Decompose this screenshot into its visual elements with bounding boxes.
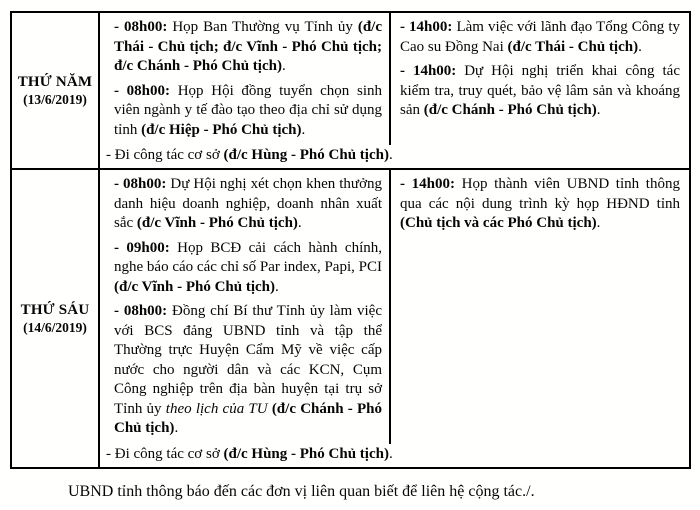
schedule-item: - 08h00: Dự Hội nghị xét chọn khen thưởng danh hiệu doanh nghiệp, doanh nhân xuất sắc (đ/c Vĩnh - Phó Chủ tịch). xyxy=(114,176,382,231)
day-name: THỨ NĂM xyxy=(17,73,93,90)
afternoon-cell-friday xyxy=(389,170,689,444)
day-cell-thursday xyxy=(12,13,100,168)
schedule-item: - 08h00: Đồng chí Bí thư Tỉnh ủy làm việc với BCS đảng UBND tỉnh và tập thể Thường trực Huyện Cẩm Mỹ về việc cấp nước cho người dân và các KCN, Cụm Công nghiệp trên địa bàn huyện tại trụ sở Tỉnh ủy theo lịch của TU (đ/c Chánh - Phó Chủ tịch). xyxy=(114,303,382,436)
schedule-item: - 14h00: Làm việc với lãnh đạo Tổng Công ty Cao su Đồng Nai (đ/c Thái - Chủ tịch). xyxy=(400,19,680,55)
footer-note: UBND tỉnh thông báo đến các đơn vị liên quan biết để liên hệ cộng tác./. xyxy=(68,483,535,500)
day-name: THỨ SÁU xyxy=(20,301,90,318)
allday-item-thursday: - Đi công tác cơ sở (đ/c Hùng - Phó Chủ tịch). xyxy=(106,147,393,163)
day-block-thursday xyxy=(12,13,689,168)
schedule-item: - 09h00: Họp BCĐ cải cách hành chính, nghe báo cáo các chỉ số Par index, Papi, PCI (đ/c Vĩnh - Phó Chủ tịch). xyxy=(114,239,382,295)
day-date: (13/6/2019) xyxy=(23,91,87,107)
schedule-table xyxy=(10,11,691,469)
schedule-item: - 14h00: Dự Hội nghị triển khai công tác kiểm tra, truy quét, bảo vệ lâm sản và khoáng sản (đ/c Chánh - Phó Chủ tịch). xyxy=(400,63,680,118)
day-cell-friday xyxy=(12,170,100,467)
morning-cell-friday xyxy=(100,170,389,444)
morning-cell-thursday xyxy=(100,13,389,145)
allday-item-friday: - Đi công tác cơ sở (đ/c Hùng - Phó Chủ tịch). xyxy=(106,446,393,462)
afternoon-cell-thursday xyxy=(389,13,689,145)
schedule-item: - 14h00: Họp thành viên UBND tỉnh thông qua các nội dung trình kỳ họp HĐND tỉnh (Chủ tịch và các Phó Chủ tịch). xyxy=(400,176,680,231)
schedule-item: - 08h00: Họp Hội đồng tuyển chọn sinh viên ngành y tế đào tạo theo địa chỉ sử dụng tỉnh (đ/c Hiệp - Phó Chủ tịch). xyxy=(114,82,382,138)
day-block-friday xyxy=(12,168,689,467)
schedule-item: - 08h00: Họp Ban Thường vụ Tỉnh ủy (đ/c Thái - Chủ tịch; đ/c Vĩnh - Phó Chủ tịch; đ/c Chánh - Phó Chủ tịch). xyxy=(114,19,382,74)
day-date: (14/6/2019) xyxy=(23,319,87,335)
